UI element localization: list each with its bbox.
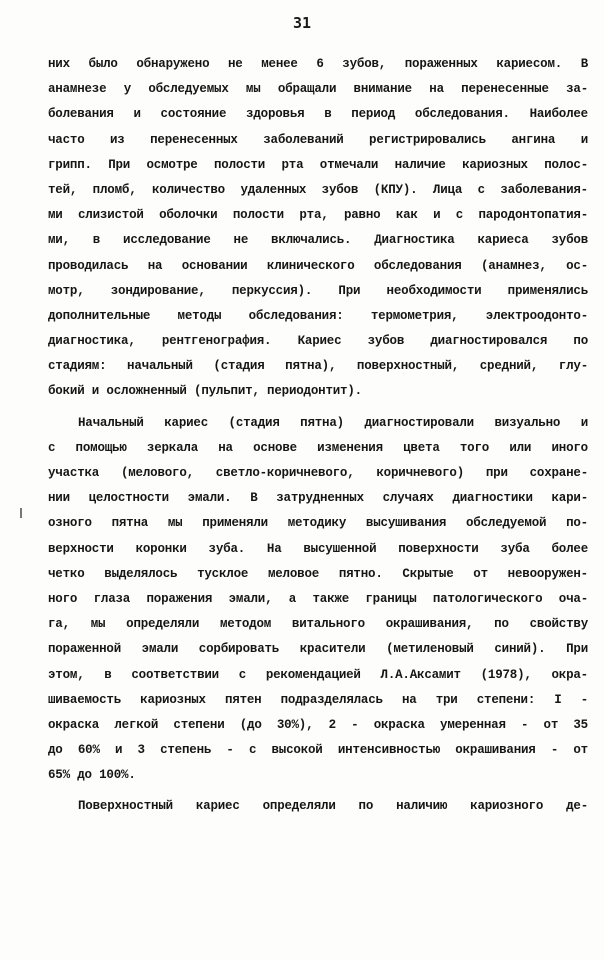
- text-line: нии целостности эмали. В затрудненных случаях диагностики кари-: [48, 491, 588, 506]
- text-line: Начальный кариес (стадия пятна) диагностировали визуально и: [78, 415, 588, 430]
- text-line: стадиям: начальный (стадия пятна), поверхностный, средний, глу-: [48, 359, 588, 374]
- text-line: шиваемость кариозных пятен подразделялась на три степени: I -: [48, 692, 588, 707]
- text-line: озного пятна мы применяли методику высушивания обследуемой по-: [48, 516, 588, 531]
- text-line: ного глаза поражения эмали, а также границы патологического оча-: [48, 591, 588, 606]
- text-line: тей, пломб, количество удаленных зубов (КПУ). Лица с заболевания-: [48, 182, 588, 197]
- text-line: участка (мелового, светло-коричневого, коричневого) при сохране-: [48, 466, 588, 480]
- text-line: ми слизистой оболочки полости рта, равно как и с пародонтопатия-: [48, 208, 588, 223]
- text-line: мотр, зондирование, перкуссия). При необходимости применялись: [48, 283, 588, 298]
- text-line: этом, в соответствии с рекомендацией Л.А.Аксамит (1978), окра-: [48, 667, 588, 682]
- text-line: до 60% и 3 степень - с высокой интенсивностью окрашивания - от: [48, 743, 588, 758]
- text-line: ми, в исследование не включались. Диагностика кариеса зубов: [48, 233, 588, 248]
- text-line: дополнительные методы обследования: термометрия, электроодонто-: [48, 308, 588, 323]
- paragraph-3: [48, 794, 588, 819]
- text-line: четко выделялось тусклое меловое пятно. Скрытые от невооружен-: [48, 566, 588, 581]
- text-line: болевания и состояние здоровья в период обследования. Наиболее: [48, 107, 588, 122]
- text-line: 65% до 100%.: [48, 768, 136, 783]
- text-line: с помощью зеркала на основе изменения цвета того или иного: [48, 440, 588, 455]
- text-line: га, мы определяли методом витального окрашивания, по свойству: [48, 617, 588, 632]
- text-line: окраска легкой степени (до 30%), 2 - окраска умеренная - от 35: [48, 717, 588, 732]
- paragraph-2: [48, 411, 588, 789]
- text-line: диагностика, рентгенография. Кариес зубов диагностировался по: [48, 334, 588, 349]
- text-line: грипп. При осмотре полости рта отмечали наличие кариозных полос-: [48, 157, 588, 172]
- text-line: часто из перенесенных заболеваний регистрировались ангина и: [48, 132, 588, 147]
- margin-mark: [20, 508, 22, 518]
- text-line: пораженной эмали сорбировать красители (метиленовый синий). При: [48, 642, 588, 657]
- text-line: проводилась на основании клинического обследования (анамнез, ос-: [48, 258, 588, 273]
- paragraph-1: [48, 52, 588, 405]
- body-text: [48, 52, 588, 820]
- text-line: бокий и осложненный (пульпит, периодонтит).: [48, 384, 362, 399]
- text-line: Поверхностный кариес определяли по наличию кариозного де-: [78, 799, 588, 814]
- page-number: 31: [292, 14, 312, 32]
- text-line: них было обнаружено не менее 6 зубов, пораженных кариесом. В: [48, 57, 588, 71]
- text-line: верхности коронки зуба. На высушенной поверхности зуба более: [48, 541, 588, 556]
- text-line: анамнезе у обследуемых мы обращали внимание на перенесенные за-: [48, 82, 588, 97]
